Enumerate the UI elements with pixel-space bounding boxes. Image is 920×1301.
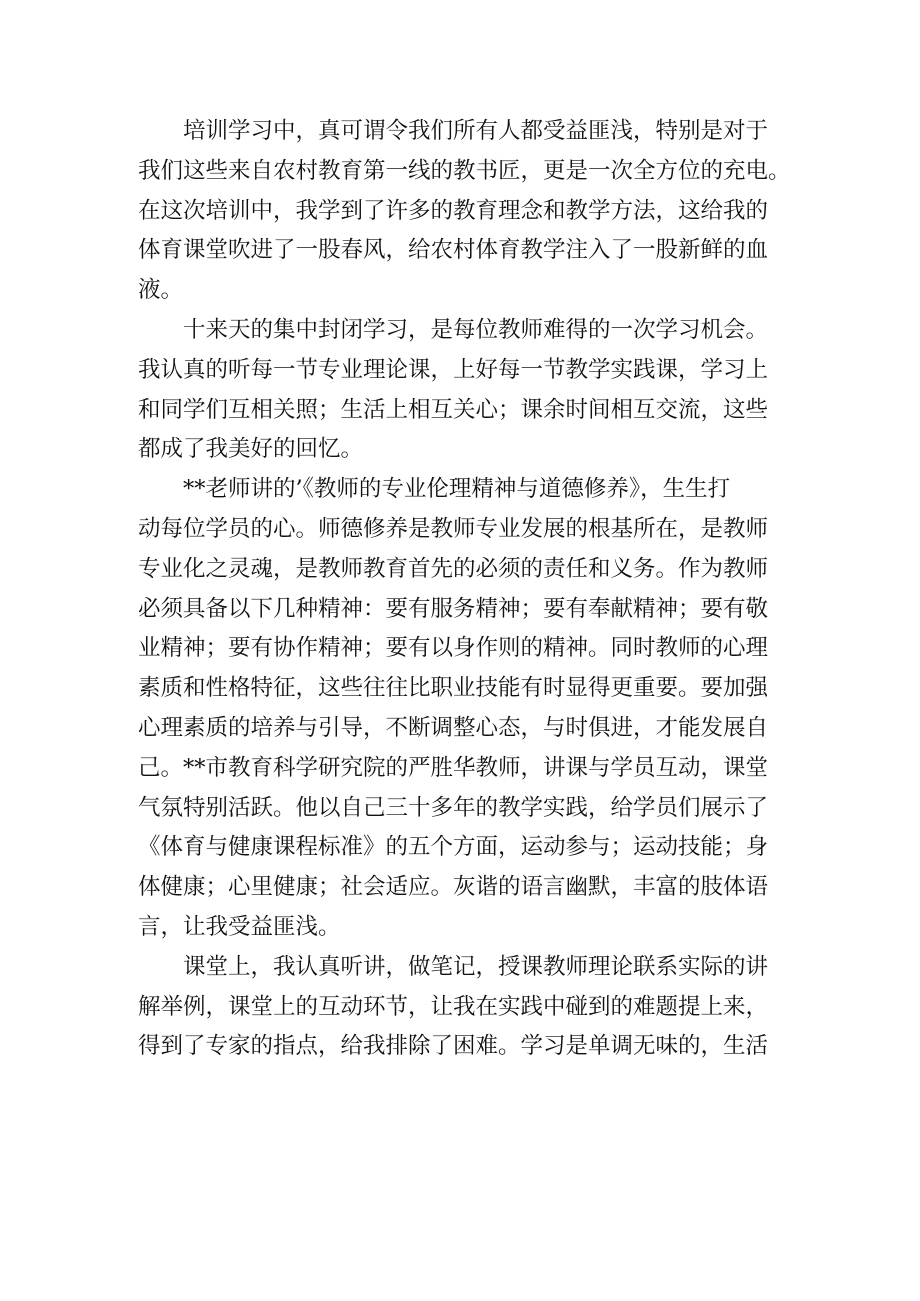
text-line: 业精神；要有协作精神；要有以身作则的精神。同时教师的心理	[138, 635, 769, 662]
text-line: 体健康；心里健康；社会适应。灰谐的语言幽默，丰富的肢体语	[138, 874, 769, 901]
text-line: 十来天的集中封闭学习，是每位教师难得的一次学习机会。	[183, 316, 769, 343]
text-line: 我认真的听每一节专业理论课，上好每一节教学实践课，学习上	[138, 356, 769, 383]
paragraph-1	[138, 112, 808, 311]
text-line: 专业化之灵魂，是教师教育首先的必须的责任和义务。作为教师	[138, 555, 769, 582]
paragraph-2	[138, 311, 808, 470]
text-line: 都成了我美好的回忆。	[138, 436, 364, 463]
text-line: 气氛特别活跃。他以自己三十多年的教学实践，给学员们展示了	[138, 794, 769, 821]
text-line: 《体育与健康课程标准》的五个方面，运动参与；运动技能；身	[138, 834, 769, 861]
text-line: 素质和性格特征，这些往往比职业技能有时显得更重要。要加强	[138, 675, 769, 702]
text-line: 心理素质的培养与引导，不断调整心态，与时俱进，才能发展自	[138, 714, 769, 741]
text-line: 必须具备以下几种精神：要有服务精神；要有奉献精神；要有敬	[138, 595, 769, 622]
text-line: 课堂上，我认真听讲，做笔记，授课教师理论联系实际的讲	[183, 953, 769, 980]
text-line: 培训学习中，真可谓令我们所有人都受益匪浅，特别是对于	[183, 118, 769, 144]
text-line: 得到了专家的指点，给我排除了困难。学习是单调无味的，生活	[138, 1033, 769, 1060]
text-line: 言，让我受益匪浅。	[138, 913, 341, 940]
text-line: 动每位学员的心。师德修养是教师专业发展的根基所在，是教师	[138, 515, 769, 542]
text-line: 液。	[138, 277, 184, 304]
text-line: 己。**市教育科学研究院的严胜华教师，讲课与学员互动，课堂	[138, 754, 769, 781]
document-page	[138, 112, 808, 1067]
paragraph-3	[138, 470, 808, 948]
text-line: 在这次培训中，我学到了许多的教育理念和教学方法，这给我的	[138, 197, 769, 224]
text-line: 我们这些来自农村教育第一线的教书匠，更是一次全方位的充电。	[138, 157, 791, 184]
text-line: 体育课堂吹进了一股春风，给农村体育教学注入了一股新鲜的血	[138, 237, 769, 264]
text-line: 解举例，课堂上的互动环节，让我在实践中碰到的难题提上来，	[138, 993, 769, 1020]
text-line: 和同学们互相关照；生活上相互关心；课余时间相互交流，这些	[138, 396, 769, 423]
paragraph-4	[138, 948, 808, 1067]
text-line: **老师讲的’《教师的专业伦理精神与道德修养》，生生打	[183, 476, 731, 503]
